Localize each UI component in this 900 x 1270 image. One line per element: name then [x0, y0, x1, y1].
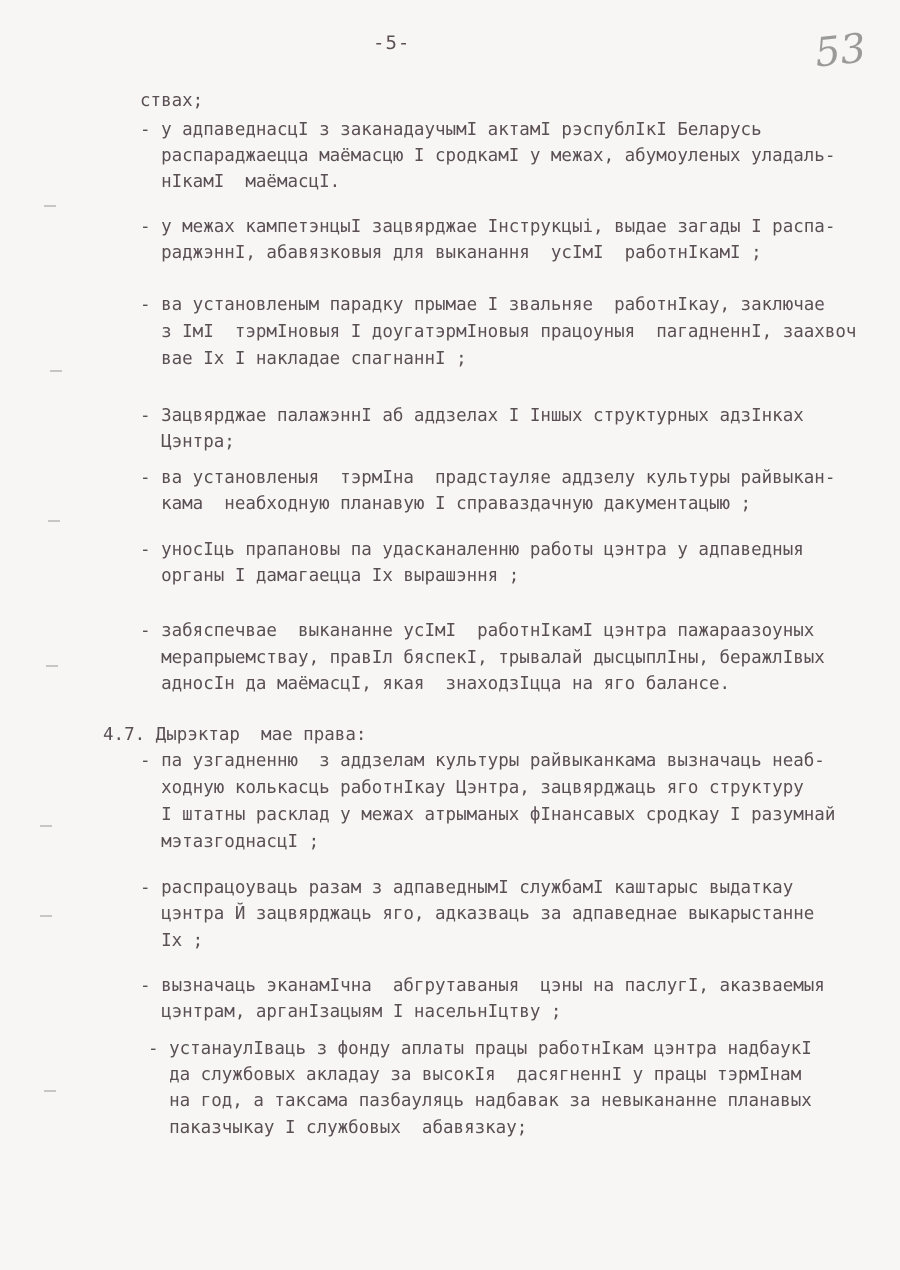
text-line: ходную колькасць работнІкау Цэнтра, зацвярджаць яго структуру	[140, 778, 804, 798]
text-line: - Зацвярджае палажэннІ аб аддзелах І Іншых структурных адзІнках	[140, 406, 804, 426]
text-line: Іх ;	[140, 931, 204, 951]
text-line: мерапрыемствау, правІл бяспекІ, трывалай дысцыплІны, беражлІвых	[140, 648, 825, 668]
text-line: - у адпаведнасцІ з заканадаучымІ актамІ рэспублІкІ Беларусь	[140, 120, 762, 140]
text-line: з ІмІ тэрмІновыя І доугатэрмІновыя працоуныя пагадненнІ, заахвоч	[140, 322, 857, 342]
text-line: на год, а таксама пазбауляць надбавак за невыкананне планавых	[148, 1091, 812, 1111]
text-line: паказчыкау І службовых абавязкау;	[148, 1118, 528, 1138]
section-heading: 4.7. Дырэктар мае права:	[103, 725, 367, 745]
text-line: - па узгадненню з аддзелам культуры райвыканкама вызначаць неаб-	[140, 751, 825, 771]
margin-mark	[46, 665, 58, 667]
margin-mark	[50, 370, 62, 372]
archive-sheet-number: 53	[812, 25, 869, 77]
margin-mark	[48, 520, 60, 522]
text-line: да службовых акладау за высокІя дасягненнІ у працы тэрмІнам	[148, 1065, 802, 1085]
text-line: распараджаецца маёмасцю І сродкамІ у межах, абумоуленых уладаль-	[140, 146, 836, 166]
text-line: раджэннІ, абавязковыя для выканання усІмІ работнІкамІ ;	[140, 243, 762, 263]
margin-mark	[44, 1090, 56, 1092]
margin-mark	[40, 915, 52, 917]
text-line: - вызначаць эканамІчна абгрутаваныя цэны на паслугІ, аказваемыя	[140, 976, 825, 996]
text-line: - ва установленым парадку прымае І звальняе работнІкау, заключае	[140, 295, 825, 315]
text-line: - забяспечвае выкананне усІмІ работнІкамІ цэнтра пажараазоуных	[140, 621, 815, 641]
text-line: - ва установленыя тэрмІна прадстауляе аддзелу культуры райвыкан-	[140, 468, 836, 488]
page-number: -5-	[373, 32, 411, 54]
text-line: цэнтрам, арганІзацыям І насельнІцтву ;	[140, 1002, 562, 1022]
margin-mark	[44, 205, 56, 207]
text-line: ствах;	[140, 91, 204, 111]
text-line: - у межах кампетэнцыІ зацвярджае Інструкцыі, выдае загады І распа-	[140, 217, 836, 237]
text-line: - уносІць прапановы па удасканаленню работы цэнтра у адпаведныя	[140, 540, 804, 560]
text-line: І штатны расклад у межах атрыманых фІнансавых сродкау І разумнай	[140, 805, 836, 825]
text-line: вае Іх І накладае спагнаннІ ;	[140, 349, 467, 369]
text-line: Цэнтра;	[140, 432, 235, 452]
margin-mark	[40, 825, 52, 827]
text-line: - распрацоуваць разам з адпаведнымІ службамІ каштарыс выдаткау	[140, 878, 794, 898]
text-line: мэтазгоднасцІ ;	[140, 832, 320, 852]
text-line: цэнтра Й зацвярджаць яго, адказваць за адпаведнае выкарыстанне	[140, 904, 815, 924]
text-line: органы І дамагаецца Іх вырашэння ;	[140, 566, 520, 586]
text-line: адносІн да маёмасцІ, якая знаходзІцца на яго балансе.	[140, 674, 731, 694]
text-line: - устанаулІваць з фонду аплаты працы работнІкам цэнтра надбаукІ	[148, 1039, 812, 1059]
text-line: кама неабходную планавую І справаздачную дакументацыю ;	[140, 494, 752, 514]
text-line: нІкамІ маёмасцІ.	[140, 172, 341, 192]
